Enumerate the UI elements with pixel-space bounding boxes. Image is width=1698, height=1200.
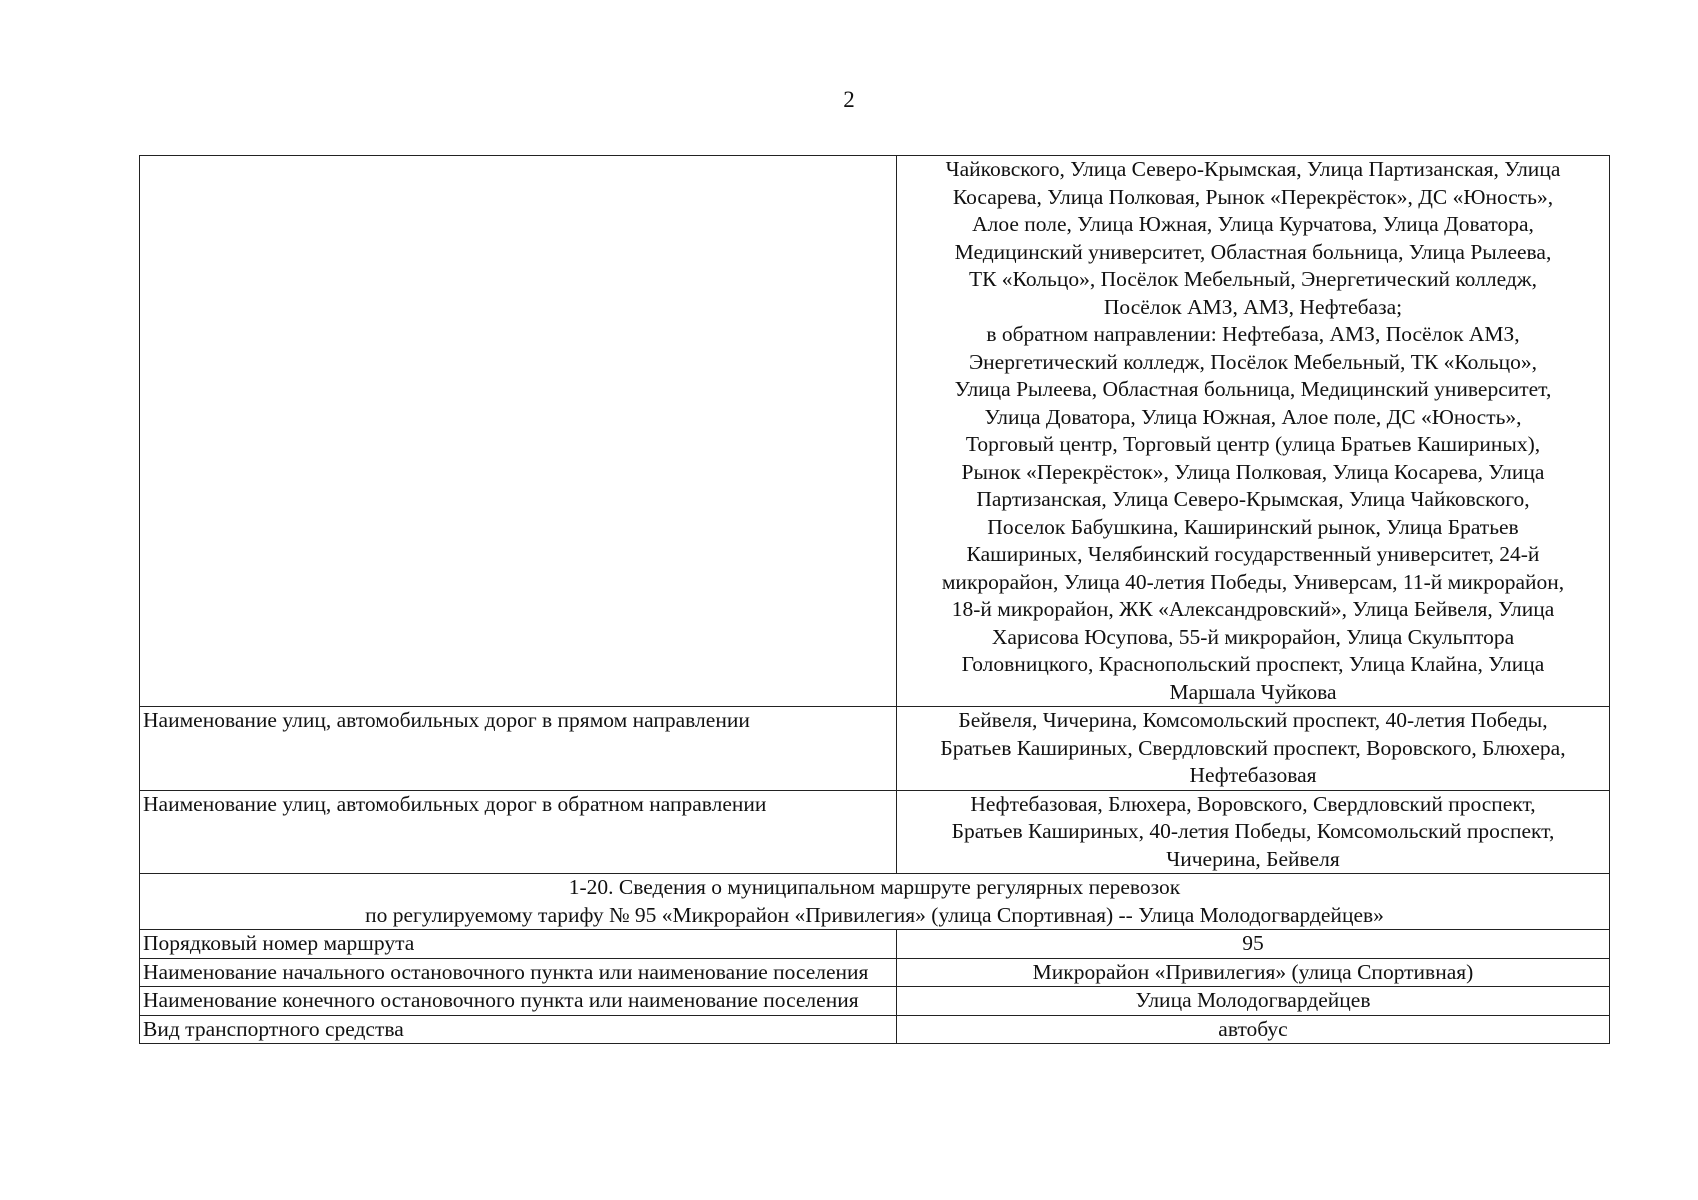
reverse-roads-value	[897, 790, 1610, 874]
reverse-roads-row	[140, 790, 1610, 874]
section-header-line: 1-20. Сведения о муниципальном маршруте регулярных перевозок	[568, 875, 1181, 899]
reverse-roads-line: Братьев Кашириных, 40-летия Победы, Комсомольский проспект,	[951, 819, 1555, 843]
forward-roads-label: Наименование улиц, автомобильных дорог в прямом направлении	[140, 707, 897, 791]
section-header-line: по регулируемому тарифу № 95 «Микрорайон «Привилегия» (улица Спортивная) -- Улица Молодогвардейцев»	[365, 902, 1384, 927]
stops-line: Рынок «Перекрёсток», Улица Полковая, Улица Косарева, Улица	[961, 459, 1545, 484]
section-header	[140, 874, 1610, 930]
stops-line: Поселок Бабушкина, Каширинский рынок, Улица Братьев	[987, 514, 1519, 539]
stops-line: Посёлок АМЗ, АМЗ, Нефтебаза;	[1103, 294, 1403, 319]
end-stop-value: Улица Молодогвардейцев	[897, 987, 1610, 1016]
stops-line: Улица Доватора, Улица Южная, Алое поле, ДС «Юность»,	[984, 404, 1522, 429]
stops-line: Алое поле, Улица Южная, Улица Курчатова, Улица Доватора,	[972, 212, 1534, 236]
stops-line: Маршала Чуйкова	[1169, 679, 1337, 704]
forward-roads-value	[897, 707, 1610, 791]
route-number-row	[140, 930, 1610, 959]
reverse-roads-label: Наименование улиц, автомобильных дорог в обратном направлении	[140, 790, 897, 874]
route-number-value: 95	[897, 930, 1610, 959]
stops-line: в обратном направлении: Нефтебаза, АМЗ, Посёлок АМЗ,	[986, 322, 1520, 346]
start-stop-value: Микрорайон «Привилегия» (улица Спортивная)	[897, 958, 1610, 987]
stops-line: Медицинский университет, Областная больница, Улица Рылеева,	[954, 239, 1552, 264]
stops-line: Чайковского, Улица Северо-Крымская, Улица Партизанская, Улица	[945, 157, 1561, 181]
forward-roads-row	[140, 707, 1610, 791]
continuation-row	[140, 156, 1610, 707]
stops-line: Энергетический колледж, Посёлок Мебельный, ТК «Кольцо»,	[968, 349, 1538, 374]
stops-line: Кашириных, Челябинский государственный университет, 24-й	[966, 542, 1540, 566]
stops-line: Улица Рылеева, Областная больница, Медицинский университет,	[954, 377, 1552, 401]
stops-line: Партизанская, Улица Северо-Крымская, Улица Чайковского,	[976, 487, 1530, 511]
route-number-label: Порядковый номер маршрута	[140, 930, 897, 959]
stops-line: Головницкого, Краснопольский проспект, Улица Клайна, Улица	[961, 652, 1545, 676]
stops-line: микрорайон, Улица 40-летия Победы, Универсам, 11-й микрорайон,	[941, 569, 1565, 594]
start-stop-label: Наименование начального остановочного пункта или наименование поселения	[140, 958, 897, 987]
stops-line: Харисова Юсупова, 55-й микрорайон, Улица Скульптора	[991, 624, 1515, 649]
page-number: 2	[843, 87, 855, 112]
stops-line: Косарева, Улица Полковая, Рынок «Перекрёсток», ДС «Юность»,	[952, 184, 1554, 209]
reverse-roads-line: Чичерина, Бейвеля	[1166, 846, 1340, 871]
end-stop-label: Наименование конечного остановочного пункта или наименование поселения	[140, 987, 897, 1016]
continuation-label-cell	[140, 156, 897, 707]
vehicle-type-row	[140, 1015, 1610, 1044]
forward-roads-line: Братьев Кашириных, Свердловский проспект, Воровского, Блюхера,	[940, 735, 1566, 760]
vehicle-type-label: Вид транспортного средства	[140, 1015, 897, 1044]
end-stop-row	[140, 987, 1610, 1016]
stops-line: ТК «Кольцо», Посёлок Мебельный, Энергетический колледж,	[968, 267, 1538, 291]
route-info-table	[139, 155, 1610, 1044]
reverse-roads-line: Нефтебазовая, Блюхера, Воровского, Свердловский проспект,	[970, 791, 1536, 816]
start-stop-row	[140, 958, 1610, 987]
stops-line: 18-й микрорайон, ЖК «Александровский», Улица Бейвеля, Улица	[951, 597, 1555, 621]
vehicle-type-value: автобус	[897, 1015, 1610, 1044]
forward-roads-line: Бейвеля, Чичерина, Комсомольский проспект, 40-летия Победы,	[958, 708, 1548, 732]
continuation-stops-cell	[897, 156, 1610, 707]
forward-roads-line: Нефтебазовая	[1189, 763, 1317, 787]
section-header-row	[140, 874, 1610, 930]
stops-line: Торговый центр, Торговый центр (улица Братьев Кашириных),	[965, 432, 1541, 456]
